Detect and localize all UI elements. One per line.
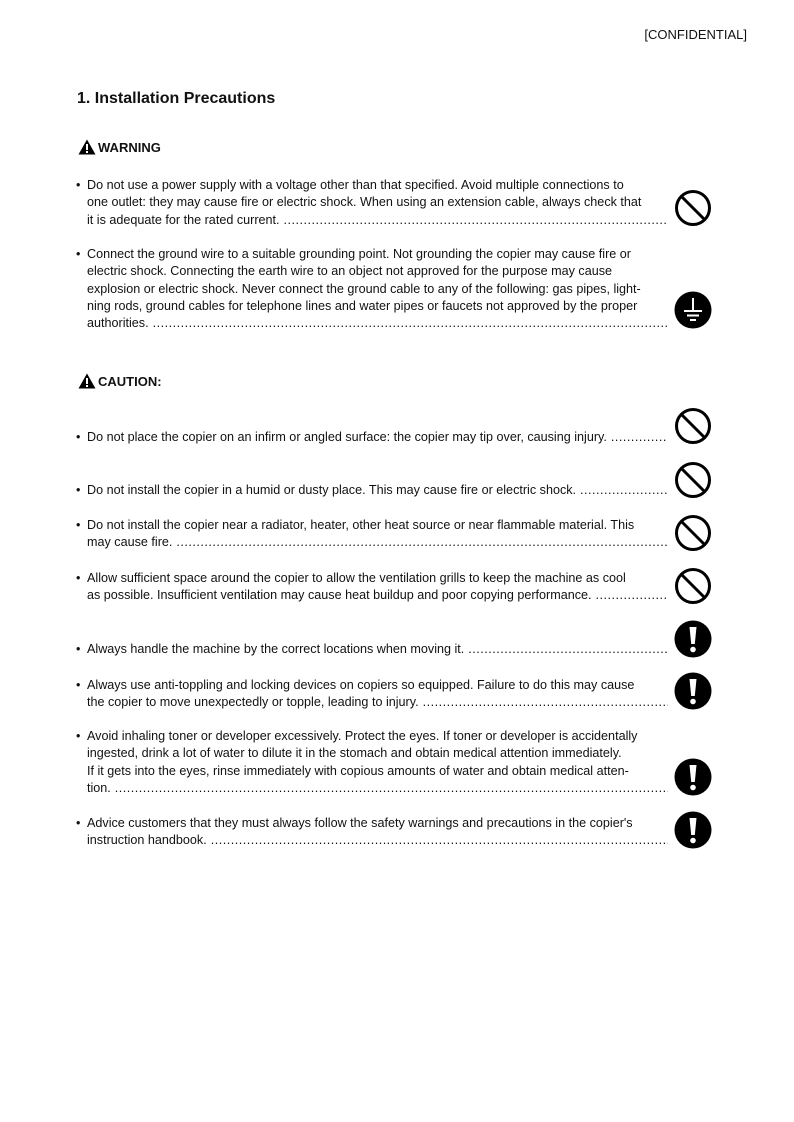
caution-item: [76, 517, 668, 552]
item-text: [87, 177, 668, 229]
bullet: •: [76, 642, 81, 656]
item-text: [87, 429, 668, 446]
item-text: [87, 728, 668, 797]
item-last-line: it is adequate for the rated current. .....: [87, 212, 668, 229]
prohibition-icon: [674, 461, 712, 499]
caution-item: [76, 570, 668, 605]
confidential-label: [CONFIDENTIAL]: [644, 27, 747, 42]
bullet: •: [76, 518, 81, 532]
item-line: If it gets into the eyes, rinse immediately with copious amounts of water and obtain medical atten-: [87, 763, 629, 778]
item-line: Connect the ground wire to a suitable grounding point. Not grounding the copier may cause fire or: [87, 247, 631, 261]
caution-heading: CAUTION:: [78, 373, 162, 389]
warning-triangle-icon: [78, 139, 96, 155]
mandatory-icon: [674, 811, 712, 849]
bullet: •: [76, 571, 81, 585]
item-text: [87, 641, 668, 658]
caution-item: [76, 815, 668, 850]
mandatory-icon: [674, 672, 712, 710]
item-text: [87, 482, 668, 499]
item-text: [87, 246, 668, 332]
item-line: Do not install the copier near a radiator, heater, other heat source or near flammable material. This: [87, 518, 635, 532]
item-line: Allow sufficient space around the copier to allow the ventilation grills to keep the machine as cool: [87, 571, 626, 585]
item-last-line: the copier to move unexpectedly or topple, leading to injury. .....: [87, 694, 668, 711]
item-line: ning rods, ground cables for telephone lines and water pipes or faucets not approved by the proper: [87, 298, 638, 313]
item-last-line: may cause fire. .....: [87, 534, 668, 551]
caution-item: [76, 641, 668, 658]
item-last-line: as possible. Insufficient ventilation may cause heat buildup and poor copying performance. .....: [87, 587, 668, 604]
caution-item: [76, 429, 668, 446]
prohibition-icon: [674, 189, 712, 227]
bullet: •: [76, 816, 81, 830]
warning-item: [76, 177, 668, 229]
warning-heading: WARNING: [78, 139, 161, 155]
caution-item: [76, 482, 668, 499]
bullet: •: [76, 678, 81, 692]
item-last-line: Do not install the copier in a humid or dusty place. This may cause fire or electric shock. .....: [87, 482, 668, 499]
prohibition-icon: [674, 567, 712, 605]
ground-icon: [674, 291, 712, 329]
item-line: ingested, drink a lot of water to dilute it in the stomach and obtain medical attention immediately.: [87, 746, 622, 761]
item-line: Always use anti-toppling and locking devices on copiers so equipped. Failure to do this may cause: [87, 678, 635, 692]
warning-triangle-icon: [78, 373, 96, 389]
item-last-line: Always handle the machine by the correct locations when moving it. .....: [87, 641, 668, 658]
item-last-line: tion. .....: [87, 780, 668, 797]
item-line: one outlet: they may cause fire or electric shock. When using an extension cable, always check that: [87, 195, 642, 210]
bullet: •: [76, 729, 81, 743]
item-line: Avoid inhaling toner or developer excessively. Protect the eyes. If toner or developer is accidentally: [87, 729, 638, 743]
page-title: 1. Installation Precautions: [77, 90, 276, 107]
item-line: explosion or electric shock. Never connect the ground cable to any of the following: gas pipes, light-: [87, 281, 641, 296]
item-text: [87, 517, 668, 552]
bullet: •: [76, 178, 81, 192]
item-last-line: instruction handbook. .....: [87, 832, 668, 849]
prohibition-icon: [674, 407, 712, 445]
bullet: •: [76, 430, 81, 444]
item-last-line: authorities. .....: [87, 315, 668, 332]
item-line: Do not use a power supply with a voltage other than that specified. Avoid multiple connections to: [87, 178, 624, 192]
item-text: [87, 570, 668, 605]
item-last-line: Do not place the copier on an infirm or angled surface: the copier may tip over, causing injury. .....: [87, 429, 668, 446]
caution-item: [76, 728, 668, 797]
item-line: electric shock. Connecting the earth wire to an object not approved for the purpose may cause: [87, 264, 613, 279]
item-text: [87, 677, 668, 712]
warning-item: [76, 246, 668, 332]
bullet: •: [76, 483, 81, 497]
caution-item: [76, 677, 668, 712]
item-line: Advice customers that they must always follow the safety warnings and precautions in the copier's: [87, 816, 633, 830]
mandatory-icon: [674, 758, 712, 796]
item-text: [87, 815, 668, 850]
prohibition-icon: [674, 514, 712, 552]
mandatory-icon: [674, 620, 712, 658]
bullet: •: [76, 247, 81, 261]
